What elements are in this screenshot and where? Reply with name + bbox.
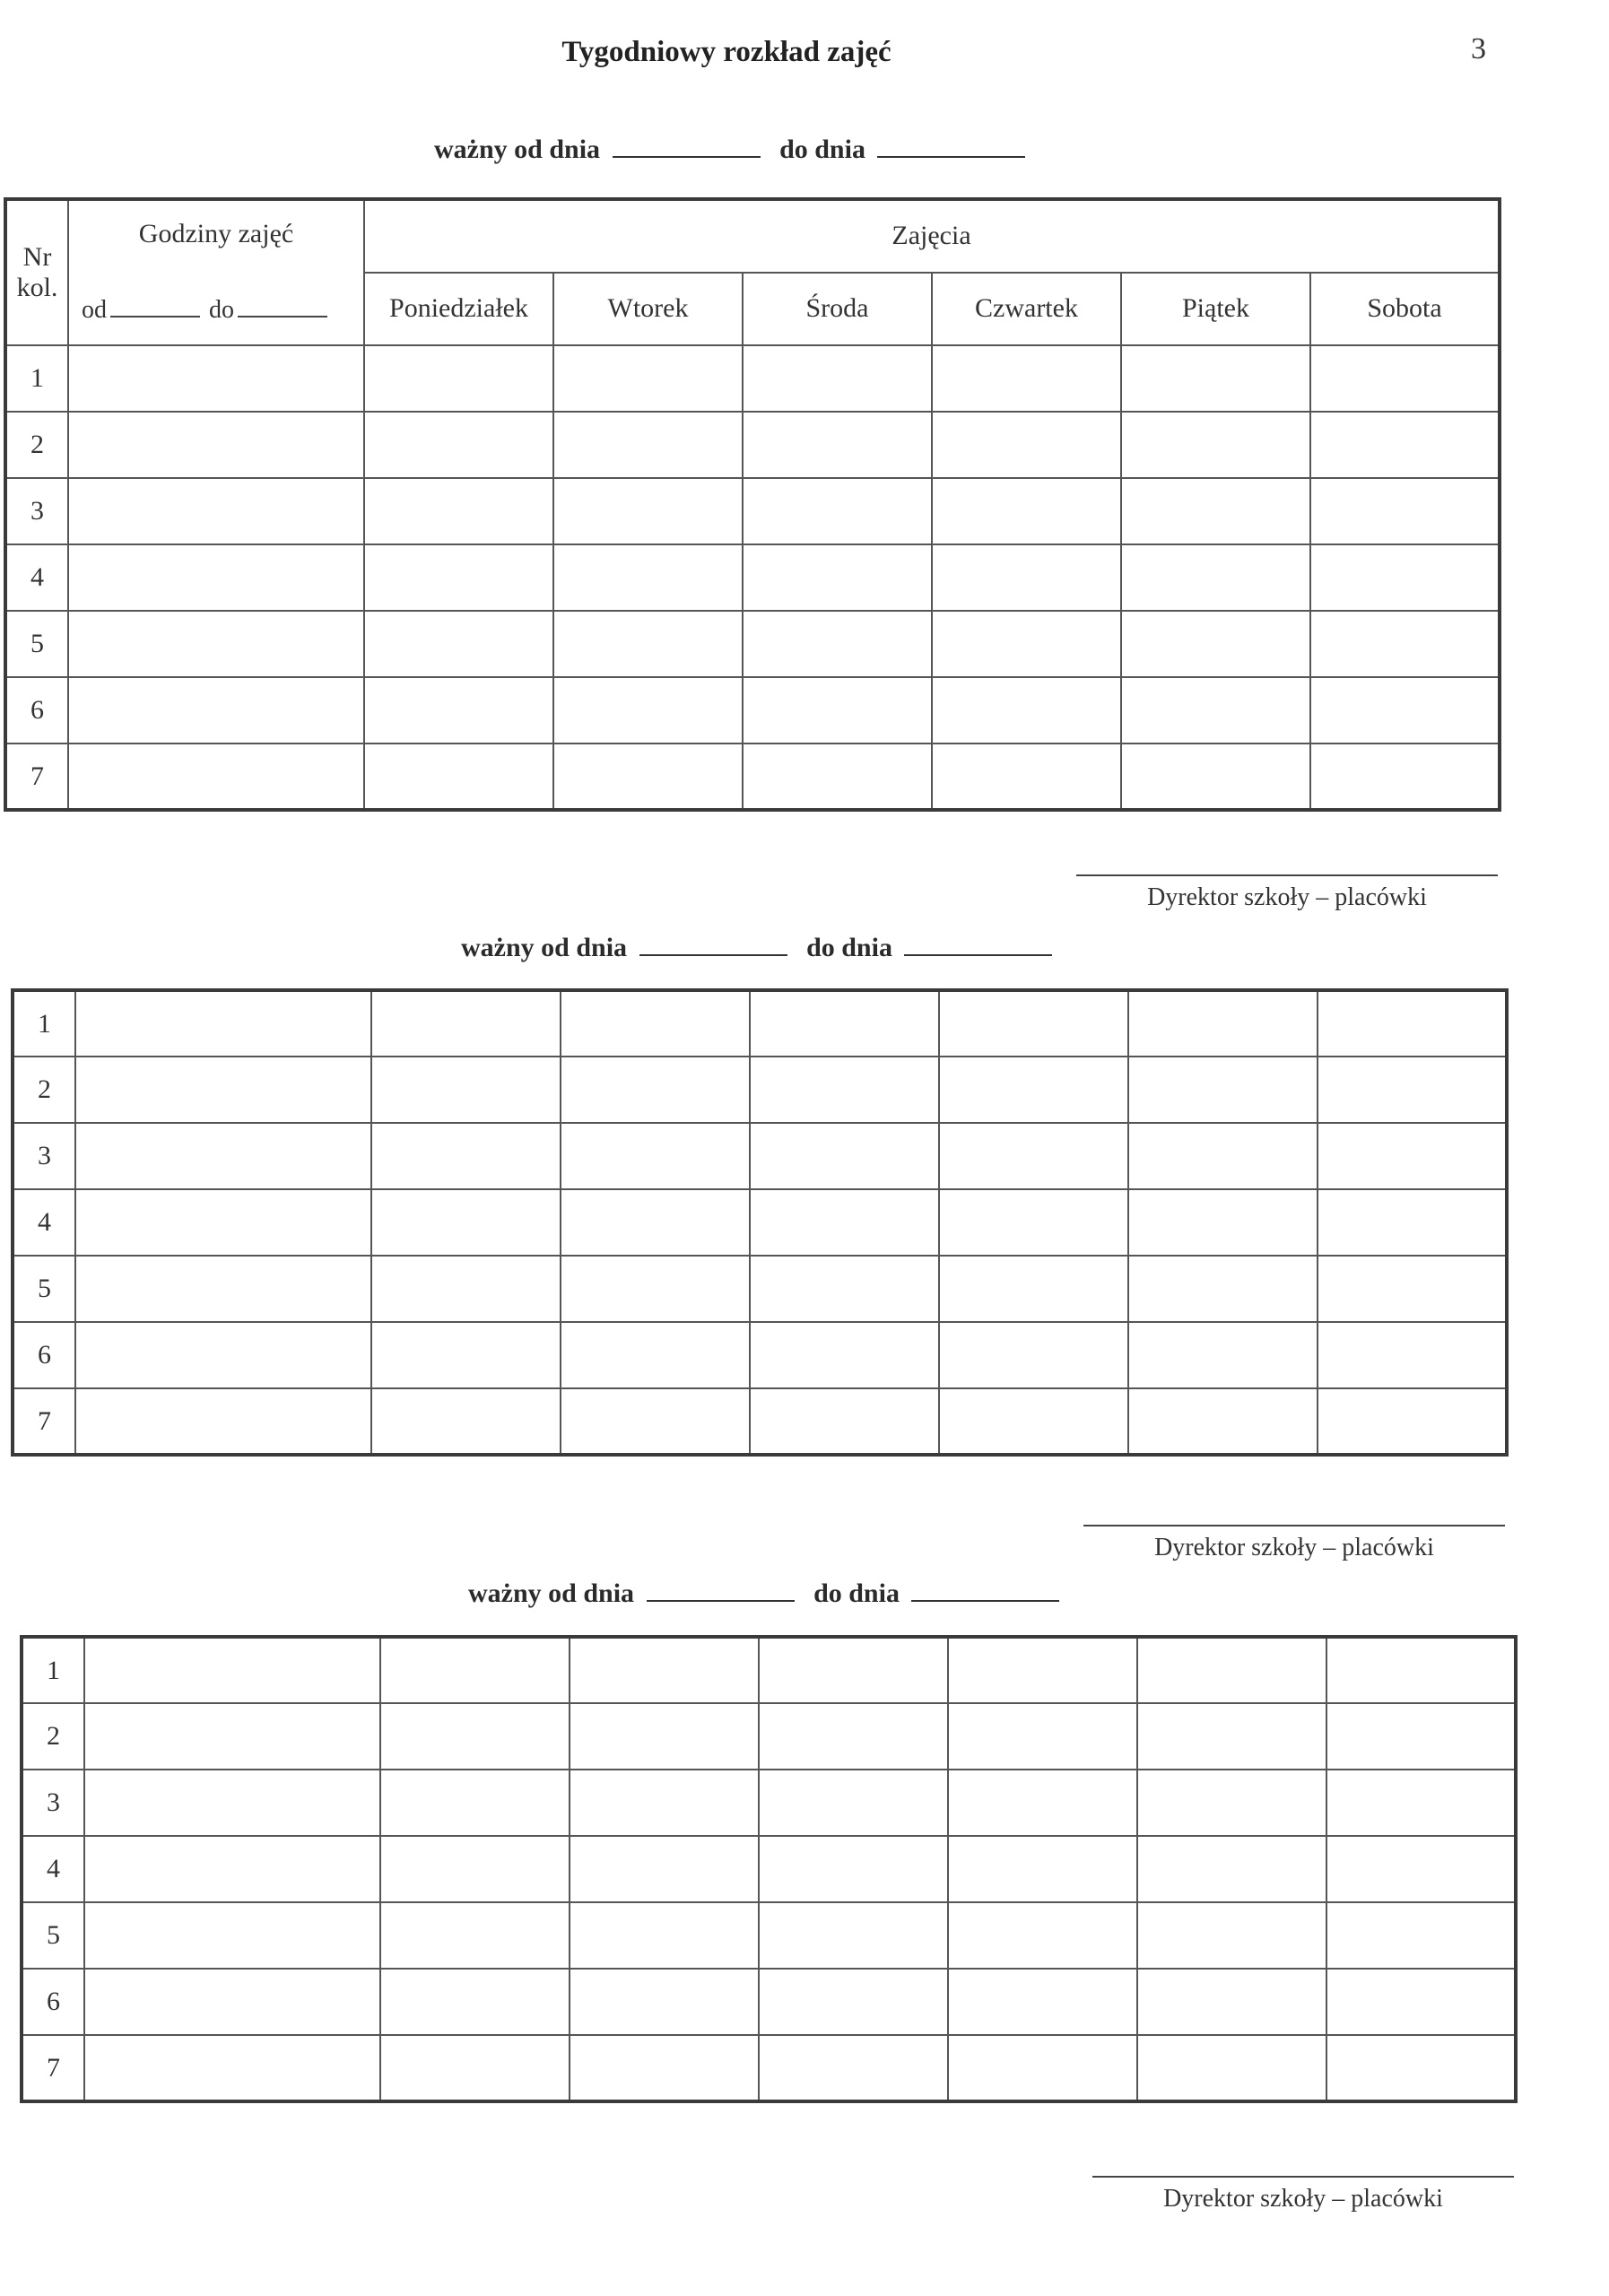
hours-to-label: do [209,296,234,324]
schedule-cell[interactable] [948,2035,1137,2101]
row-number: 2 [22,1703,84,1770]
valid-to-field[interactable] [877,155,1025,158]
day-header-monday: Poniedziałek [364,273,553,346]
schedule-cell[interactable] [364,412,553,478]
table-row [5,478,1500,544]
schedule-cell[interactable] [759,1703,948,1770]
schedule-cell[interactable] [750,1189,939,1256]
schedule-cell[interactable] [743,611,932,677]
schedule-cell[interactable] [939,1322,1128,1388]
schedule-cell[interactable] [1326,1969,1516,2035]
schedule-cell[interactable] [743,677,932,744]
schedule-cell[interactable] [561,1123,750,1189]
table-row [5,412,1500,478]
schedule-cell[interactable] [1326,1836,1516,1902]
schedule-cell[interactable] [1137,1902,1326,1969]
schedule-cell[interactable] [561,1189,750,1256]
schedule-cell[interactable] [371,1189,561,1256]
hours-cell[interactable] [84,1969,380,2035]
schedule-cell[interactable] [1121,611,1310,677]
valid-from-field[interactable] [639,953,787,956]
schedule-cell[interactable] [553,478,743,544]
schedule-cell[interactable] [380,1637,570,1703]
table-row [22,1770,1516,1836]
hours-cell[interactable] [68,412,364,478]
schedule-cell[interactable] [948,1969,1137,2035]
hours-from-field[interactable] [110,315,200,317]
schedule-cell[interactable] [364,345,553,412]
schedule-cell[interactable] [948,1836,1137,1902]
table-row [22,2035,1516,2101]
table-row [22,1637,1516,1703]
schedule-cell[interactable] [380,2035,570,2101]
schedule-cell[interactable] [1137,1770,1326,1836]
row-number: 1 [22,1637,84,1703]
schedule-cell[interactable] [1318,1322,1507,1388]
valid-from-label: ważny od dnia [468,1578,635,1608]
schedule-cell[interactable] [743,478,932,544]
schedule-cell[interactable] [1128,1189,1318,1256]
schedule-cell[interactable] [570,1836,759,1902]
table-row [13,1057,1507,1123]
day-header-tuesday: Wtorek [553,273,743,346]
schedule-cell[interactable] [939,1388,1128,1455]
schedule-cell[interactable] [750,1256,939,1322]
schedule-cell[interactable] [1121,478,1310,544]
schedule-cell[interactable] [1121,412,1310,478]
schedule-cell[interactable] [759,1770,948,1836]
hours-cell[interactable] [84,1902,380,1969]
table-row [22,1902,1516,1969]
schedule-cell[interactable] [1121,345,1310,412]
schedule-cell[interactable] [364,677,553,744]
table-row [13,1388,1507,1455]
hours-label: Godziny zajęć [138,219,294,248]
schedule-cell[interactable] [932,744,1121,810]
schedule-cell[interactable] [380,1969,570,2035]
schedule-cell[interactable] [1318,1123,1507,1189]
row-number: 7 [13,1388,75,1455]
schedule-cell[interactable] [371,1388,561,1455]
schedule-cell[interactable] [750,1123,939,1189]
schedule-cell[interactable] [1310,544,1500,611]
schedule-cell[interactable] [1318,1057,1507,1123]
valid-to-label: do dnia [779,135,865,164]
hours-cell[interactable] [75,1123,371,1189]
classes-header: Zajęcia [364,199,1500,273]
row-number: 6 [22,1969,84,2035]
row-number: 5 [22,1902,84,1969]
schedule-cell[interactable] [1310,412,1500,478]
schedule-cell[interactable] [1128,1388,1318,1455]
hours-range [82,296,336,325]
schedule-cell[interactable] [932,677,1121,744]
schedule-cell[interactable] [371,990,561,1057]
schedule-cell[interactable] [1128,1057,1318,1123]
schedule-cell[interactable] [939,1057,1128,1123]
row-number: 6 [13,1322,75,1388]
row-number: 5 [13,1256,75,1322]
schedule-cell[interactable] [1310,744,1500,810]
director-signature-2: Dyrektor szkoły – placówki [1083,1525,1505,1562]
schedule-cell[interactable] [932,345,1121,412]
hours-cell[interactable] [84,1836,380,1902]
valid-from-field[interactable] [613,155,761,158]
schedule-cell[interactable] [561,1388,750,1455]
schedule-cell[interactable] [759,1637,948,1703]
schedule-cell[interactable] [750,1322,939,1388]
schedule-cell[interactable] [364,744,553,810]
schedule-cell[interactable] [570,1902,759,1969]
page-number: 3 [1471,32,1486,65]
schedule-cell[interactable] [553,744,743,810]
row-number: 3 [13,1123,75,1189]
schedule-cell[interactable] [750,990,939,1057]
row-number: 1 [13,990,75,1057]
schedule-cell[interactable] [1326,1770,1516,1836]
table-row [5,544,1500,611]
schedule-cell[interactable] [1318,1189,1507,1256]
validity-line-3 [468,1578,1072,1614]
schedule-cell[interactable] [561,1322,750,1388]
page-title: Tygodniowy rozkład zajęć [561,36,891,68]
schedule-cell[interactable] [553,544,743,611]
schedule-cell[interactable] [948,1770,1137,1836]
table-row [22,1969,1516,2035]
row-number: 7 [22,2035,84,2101]
schedule-cell[interactable] [1310,478,1500,544]
table-row [5,744,1500,810]
schedule-cell[interactable] [371,1123,561,1189]
row-number: 4 [22,1836,84,1902]
schedule-cell[interactable] [1121,544,1310,611]
schedule-cell[interactable] [750,1057,939,1123]
day-header-wednesday: Środa [743,273,932,346]
schedule-cell[interactable] [1326,1902,1516,1969]
table-row [5,611,1500,677]
day-header-thursday: Czwartek [932,273,1121,346]
schedule-cell[interactable] [759,2035,948,2101]
row-number: 6 [5,677,68,744]
hours-cell[interactable] [75,1189,371,1256]
validity-line-1 [434,135,1038,170]
nr-header [5,199,68,345]
schedule-cell[interactable] [948,1703,1137,1770]
hours-cell[interactable] [68,744,364,810]
schedule-cell[interactable] [1121,677,1310,744]
schedule-cell[interactable] [1137,1969,1326,2035]
schedule-cell[interactable] [939,1189,1128,1256]
schedule-cell[interactable] [1310,345,1500,412]
schedule-cell[interactable] [1318,1256,1507,1322]
schedule-cell[interactable] [939,990,1128,1057]
schedule-cell[interactable] [570,1703,759,1770]
hours-cell[interactable] [84,1770,380,1836]
schedule-cell[interactable] [553,611,743,677]
schedule-cell[interactable] [743,345,932,412]
table-row [5,677,1500,744]
schedule-cell[interactable] [570,1969,759,2035]
hours-cell[interactable] [68,345,364,412]
valid-to-field[interactable] [911,1599,1059,1602]
schedule-cell[interactable] [1310,611,1500,677]
schedule-cell[interactable] [371,1057,561,1123]
schedule-cell[interactable] [1121,744,1310,810]
row-number: 2 [5,412,68,478]
schedule-cell[interactable] [939,1256,1128,1322]
row-number: 4 [5,544,68,611]
hours-cell[interactable] [75,1057,371,1123]
hours-cell[interactable] [84,2035,380,2101]
hours-cell[interactable] [68,677,364,744]
table-row [22,1703,1516,1770]
hours-cell[interactable] [75,990,371,1057]
hours-cell[interactable] [68,478,364,544]
schedule-cell[interactable] [948,1637,1137,1703]
kol-label: kol. [16,273,58,302]
schedule-cell[interactable] [932,611,1121,677]
schedule-body-3 [22,1637,1516,2101]
hours-cell[interactable] [75,1388,371,1455]
schedule-cell[interactable] [561,1057,750,1123]
table-row [22,1836,1516,1902]
schedule-table-1 [4,197,1501,812]
hours-cell[interactable] [75,1322,371,1388]
director-signature-3: Dyrektor szkoły – placówki [1092,2176,1514,2213]
row-number: 4 [13,1189,75,1256]
schedule-cell[interactable] [553,677,743,744]
row-number: 3 [5,478,68,544]
table-row [13,1189,1507,1256]
nr-label: Nr [22,242,52,272]
hours-cell[interactable] [75,1256,371,1322]
row-number: 1 [5,345,68,412]
schedule-cell[interactable] [1137,1703,1326,1770]
schedule-cell[interactable] [932,412,1121,478]
schedule-cell[interactable] [570,1637,759,1703]
row-number: 7 [5,744,68,810]
valid-to-label: do dnia [806,933,892,962]
hours-cell[interactable] [68,611,364,677]
schedule-cell[interactable] [743,412,932,478]
schedule-cell[interactable] [750,1388,939,1455]
schedule-cell[interactable] [371,1256,561,1322]
hours-cell[interactable] [68,544,364,611]
hours-to-field[interactable] [238,315,327,317]
schedule-body-1 [5,345,1500,810]
schedule-table-2 [11,988,1509,1457]
schedule-cell[interactable] [1318,990,1507,1057]
schedule-cell[interactable] [759,1836,948,1902]
schedule-cell[interactable] [1137,1637,1326,1703]
table-row [5,345,1500,412]
schedule-cell[interactable] [380,1836,570,1902]
table-row [13,1256,1507,1322]
valid-to-field[interactable] [904,953,1052,956]
day-header-saturday: Sobota [1310,273,1500,346]
schedule-cell[interactable] [1326,1703,1516,1770]
schedule-cell[interactable] [743,544,932,611]
schedule-cell[interactable] [380,1902,570,1969]
schedule-cell[interactable] [1137,2035,1326,2101]
row-number: 5 [5,611,68,677]
schedule-cell[interactable] [1128,1322,1318,1388]
valid-from-label: ważny od dnia [434,135,601,164]
schedule-cell[interactable] [380,1703,570,1770]
schedule-cell[interactable] [380,1770,570,1836]
row-number: 3 [22,1770,84,1836]
schedule-cell[interactable] [371,1322,561,1388]
table-row [13,1322,1507,1388]
schedule-cell[interactable] [759,1969,948,2035]
schedule-cell[interactable] [932,544,1121,611]
schedule-cell[interactable] [561,990,750,1057]
valid-to-label: do dnia [813,1578,900,1608]
schedule-cell[interactable] [948,1902,1137,1969]
schedule-cell[interactable] [1137,1836,1326,1902]
schedule-cell[interactable] [1326,2035,1516,2101]
valid-from-label: ważny od dnia [461,933,628,962]
schedule-cell[interactable] [1128,990,1318,1057]
table-row [13,990,1507,1057]
validity-line-2 [461,933,1065,969]
schedule-cell[interactable] [759,1902,948,1969]
row-number: 2 [13,1057,75,1123]
schedule-cell[interactable] [1128,1256,1318,1322]
schedule-cell[interactable] [553,345,743,412]
schedule-cell[interactable] [1326,1637,1516,1703]
schedule-cell[interactable] [570,1770,759,1836]
schedule-cell[interactable] [364,544,553,611]
schedule-cell[interactable] [561,1256,750,1322]
hours-cell[interactable] [84,1637,380,1703]
valid-from-field[interactable] [647,1599,795,1602]
hours-cell[interactable] [84,1703,380,1770]
table-row [13,1123,1507,1189]
schedule-cell[interactable] [1310,677,1500,744]
day-header-friday: Piątek [1121,273,1310,346]
schedule-cell[interactable] [364,611,553,677]
director-signature-1: Dyrektor szkoły – placówki [1076,874,1498,912]
hours-header [68,199,364,345]
schedule-cell[interactable] [932,478,1121,544]
schedule-cell[interactable] [364,478,553,544]
schedule-cell[interactable] [939,1123,1128,1189]
hours-from-label: od [82,296,107,324]
schedule-cell[interactable] [553,412,743,478]
schedule-cell[interactable] [570,2035,759,2101]
schedule-cell[interactable] [1128,1123,1318,1189]
schedule-body-2 [13,990,1507,1455]
schedule-cell[interactable] [743,744,932,810]
schedule-cell[interactable] [1318,1388,1507,1455]
schedule-table-3 [20,1635,1518,2103]
